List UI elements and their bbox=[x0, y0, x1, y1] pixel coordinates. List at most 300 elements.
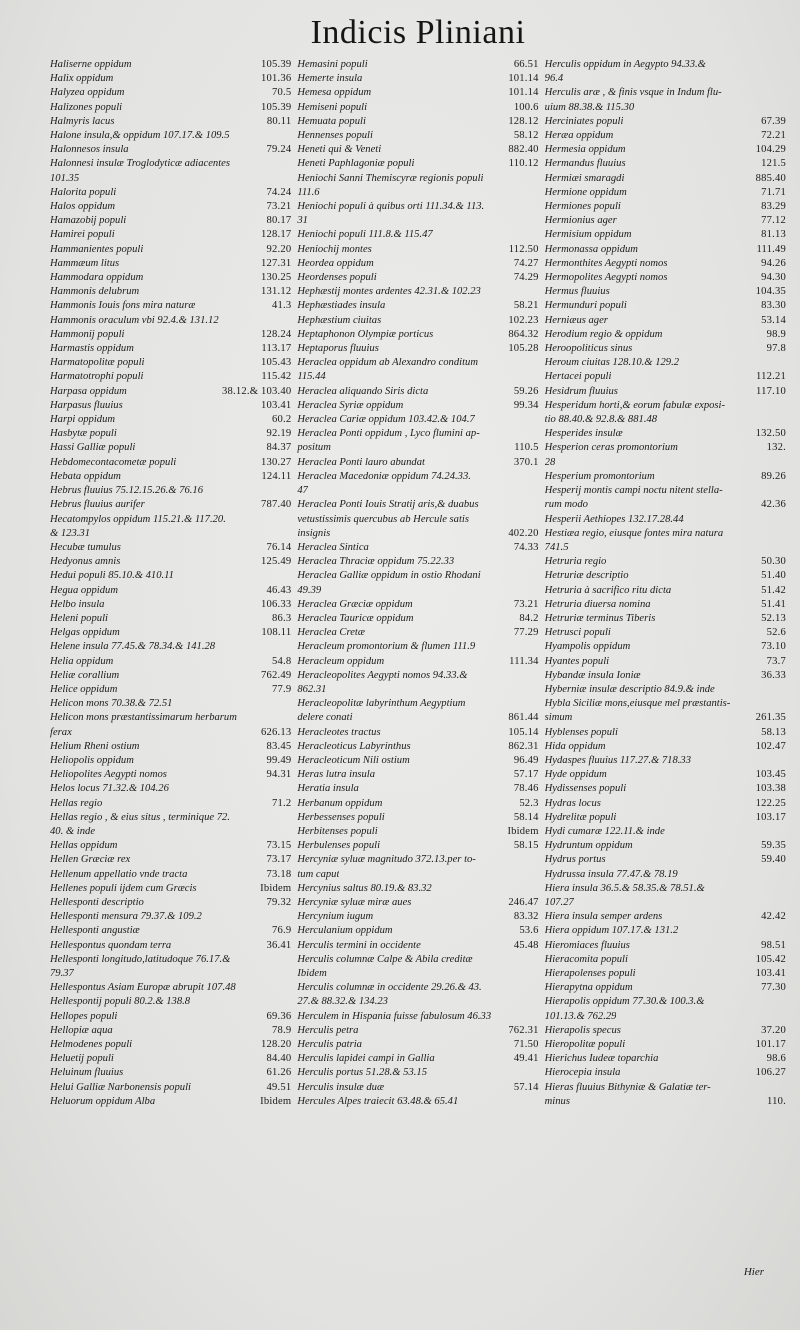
index-entry bbox=[545, 72, 786, 86]
index-entry bbox=[50, 86, 291, 100]
entry-term: Herbessenses populi bbox=[297, 811, 385, 823]
index-entry bbox=[50, 172, 291, 186]
entry-term: 115.44 bbox=[297, 371, 326, 383]
entry-term: Hedui populi 85.10.& 410.11 bbox=[50, 570, 174, 582]
index-entry bbox=[50, 754, 291, 768]
entry-reference: 108.11 bbox=[261, 627, 292, 639]
index-entry bbox=[297, 72, 538, 86]
entry-reference: 79.24 bbox=[266, 144, 292, 156]
index-entry bbox=[297, 58, 538, 72]
entry-reference: 96.49 bbox=[513, 754, 539, 766]
index-entry bbox=[50, 513, 291, 527]
entry-term: tum caput bbox=[297, 868, 340, 880]
entry-term: Hellenes populi ijdem cum Græcis bbox=[50, 882, 197, 894]
index-entry bbox=[50, 370, 291, 384]
index-entry bbox=[297, 86, 538, 100]
index-entry bbox=[297, 1095, 538, 1109]
entry-term: Hellesponti angustiæ bbox=[50, 925, 140, 937]
entry-term: 27.& 88.32.& 134.23 bbox=[297, 996, 388, 1008]
index-entry bbox=[50, 995, 291, 1009]
entry-reference: 84.37 bbox=[266, 442, 292, 454]
index-entry bbox=[50, 584, 291, 598]
entry-reference: 36.33 bbox=[761, 669, 786, 681]
entry-term: Heraclea Sintica bbox=[297, 541, 369, 553]
entry-term: Hesperides insulæ bbox=[544, 428, 623, 440]
index-entry bbox=[545, 328, 786, 342]
index-entry bbox=[297, 669, 538, 683]
entry-term: Halonnesi insulæ Troglodyticæ adiacentes bbox=[50, 158, 230, 170]
entry-reference: 105.28 bbox=[508, 343, 539, 355]
index-entry bbox=[545, 200, 786, 214]
index-entry bbox=[545, 513, 786, 527]
index-entry bbox=[545, 1052, 786, 1066]
entry-reference: 74.33 bbox=[513, 541, 539, 553]
index-entry bbox=[50, 527, 291, 541]
entry-reference: 36.41 bbox=[266, 939, 292, 951]
index-entry bbox=[297, 314, 538, 328]
entry-reference: 73.15 bbox=[266, 840, 292, 852]
entry-term: Hermisium oppidum bbox=[544, 229, 632, 241]
entry-reference: 115.42 bbox=[261, 371, 292, 383]
entry-term: Hybandæ insula Ioniæ bbox=[544, 669, 641, 681]
entry-term: Hydras locus bbox=[544, 797, 601, 809]
index-entry bbox=[545, 356, 786, 370]
entry-term: Heniochi populi 111.8.& 115.47 bbox=[297, 229, 433, 241]
entry-reference: 131.12 bbox=[260, 286, 292, 298]
entry-term: Hercyniæ syluæ magnitudo 372.13.per to- bbox=[297, 854, 476, 866]
entry-term: Hercyniæ syluæ miræ aues bbox=[297, 896, 412, 908]
entry-term: Hieromiaces fluuius bbox=[544, 939, 630, 951]
entry-term: Heras lutra insula bbox=[297, 769, 376, 781]
entry-term: Heluorum oppidum Alba bbox=[50, 1095, 156, 1107]
index-entry bbox=[545, 385, 786, 399]
index-entry bbox=[297, 1052, 538, 1066]
index-entry bbox=[297, 172, 538, 186]
entry-term: Hammonis oraculum vbi 92.4.& 131.12 bbox=[50, 314, 219, 326]
index-entry bbox=[50, 697, 291, 711]
entry-term: Hesperii Aethiopes 132.17.28.44 bbox=[544, 513, 684, 525]
entry-reference: 99.49 bbox=[266, 754, 292, 766]
entry-reference: 78.9 bbox=[271, 1024, 292, 1036]
index-entry bbox=[50, 342, 291, 356]
index-entry bbox=[297, 981, 538, 995]
entry-term: Hetruria à sacrifico ritu dicta bbox=[544, 584, 672, 596]
entry-reference: 128.17 bbox=[260, 229, 292, 241]
entry-term: positum bbox=[297, 442, 331, 454]
entry-term: Helice oppidum bbox=[50, 683, 118, 695]
entry-reference: 79.32 bbox=[266, 896, 292, 908]
entry-reference: 49.41 bbox=[513, 1053, 539, 1065]
index-entry bbox=[50, 143, 291, 157]
index-entry bbox=[50, 271, 291, 285]
entry-term: 107.27 bbox=[544, 896, 574, 908]
index-entry bbox=[50, 200, 291, 214]
entry-reference: 41.3 bbox=[271, 300, 292, 312]
entry-term: Heraclea Ponti lauro abundat bbox=[297, 456, 425, 468]
entry-term: Hermonassa oppidum bbox=[544, 243, 638, 255]
entry-term: Heracleum oppidum bbox=[297, 655, 385, 667]
entry-term: Hieras fluuius Bithyniæ & Galatiæ ter- bbox=[544, 1081, 711, 1093]
entry-reference: 97.8 bbox=[766, 343, 786, 355]
index-entry bbox=[545, 1038, 786, 1052]
entry-reference: 132.50 bbox=[755, 428, 786, 440]
index-entry bbox=[545, 896, 786, 910]
entry-term: Hida oppidum bbox=[544, 740, 606, 752]
entry-term: Heniochi populi à quibus orti 111.34.& 113. bbox=[297, 201, 485, 213]
entry-term: Heluetij populi bbox=[50, 1053, 114, 1065]
entry-reference: 112.21 bbox=[756, 371, 786, 383]
entry-reference: 58.12 bbox=[513, 130, 539, 142]
entry-reference: 50.30 bbox=[761, 556, 786, 568]
index-entry bbox=[50, 214, 291, 228]
entry-term: Heraclea Syriæ oppidum bbox=[297, 399, 404, 411]
entry-reference: 59.35 bbox=[761, 840, 786, 852]
entry-term: Heordea oppidum bbox=[297, 257, 374, 269]
entry-term: Hydaspes fluuius 117.27.& 718.33 bbox=[544, 754, 692, 766]
index-entry bbox=[50, 58, 291, 72]
entry-reference: 111.49 bbox=[756, 243, 786, 255]
index-entry bbox=[545, 299, 786, 313]
entry-term: simum bbox=[544, 712, 573, 724]
index-entry bbox=[545, 257, 786, 271]
entry-reference: 127.31 bbox=[260, 257, 292, 269]
index-entry bbox=[545, 342, 786, 356]
index-entry bbox=[297, 143, 538, 157]
index-entry bbox=[297, 626, 538, 640]
entry-term: Hellopiæ aqua bbox=[50, 1024, 113, 1036]
index-entry bbox=[50, 882, 291, 896]
entry-reference: 861.44 bbox=[508, 712, 539, 724]
entry-term: Heraclea oppidum ab Alexandro conditum bbox=[297, 357, 478, 369]
entry-reference: 92.19 bbox=[266, 428, 292, 440]
entry-reference: 98.51 bbox=[761, 939, 786, 951]
entry-term: Heneti Paphlagoniæ populi bbox=[297, 158, 415, 170]
entry-term: Hierapolenses populi bbox=[544, 968, 636, 979]
entry-reference: 103.41 bbox=[755, 968, 786, 979]
index-entry bbox=[50, 1010, 291, 1024]
entry-term: Heracleoticus Labyrinthus bbox=[297, 740, 411, 752]
index-entry bbox=[50, 1081, 291, 1095]
entry-term: Herbulenses populi bbox=[297, 840, 381, 852]
entry-reference: 105.42 bbox=[755, 953, 786, 965]
entry-term: ferax bbox=[50, 726, 72, 738]
entry-reference: 86.3 bbox=[271, 612, 292, 624]
index-entry bbox=[50, 868, 291, 882]
index-entry bbox=[50, 1095, 291, 1109]
entry-term: Heroum ciuitas 128.10.& 129.2 bbox=[544, 357, 680, 369]
entry-term: Herculis portus 51.28.& 53.15 bbox=[297, 1067, 428, 1079]
index-entry bbox=[50, 655, 291, 669]
index-column-3 bbox=[545, 58, 786, 1109]
index-entry bbox=[50, 427, 291, 441]
entry-term: Hemasini populi bbox=[297, 59, 368, 70]
entry-term: Hephæstium ciuitas bbox=[297, 314, 382, 326]
index-entry bbox=[297, 853, 538, 867]
entry-term: Harmatotrophi populi bbox=[50, 371, 144, 383]
entry-term: Hegua oppidum bbox=[50, 584, 118, 596]
entry-term: Hemesa oppidum bbox=[297, 87, 372, 99]
entry-term: 111.6 bbox=[297, 186, 320, 198]
entry-term: Heracleotes tractus bbox=[297, 726, 381, 738]
entry-term: Hephæstiades insula bbox=[297, 300, 386, 312]
entry-reference: 66.51 bbox=[513, 59, 539, 70]
entry-reference: 54.8 bbox=[271, 655, 292, 667]
entry-term: Halizones populi bbox=[50, 101, 123, 113]
index-entry bbox=[545, 995, 786, 1009]
entry-term: Ibidem bbox=[297, 968, 327, 979]
entry-reference: 370.1 bbox=[513, 456, 539, 468]
index-entry bbox=[50, 939, 291, 953]
index-entry bbox=[297, 1066, 538, 1080]
entry-reference: 67.39 bbox=[761, 115, 786, 127]
index-entry bbox=[545, 243, 786, 257]
entry-term: Heraclea Ponti Iouis Stratij aris,& duabus bbox=[297, 499, 479, 511]
entry-term: Halonnesos insula bbox=[50, 144, 129, 156]
index-entry bbox=[545, 527, 786, 541]
entry-reference: 128.20 bbox=[260, 1039, 292, 1051]
entry-reference: Ibidem bbox=[260, 882, 292, 894]
index-entry bbox=[297, 385, 538, 399]
entry-term: Hellespontus quondam terra bbox=[50, 939, 172, 951]
entry-reference: Ibidem bbox=[507, 825, 539, 837]
index-entry bbox=[545, 1010, 786, 1024]
index-entry bbox=[297, 711, 538, 725]
entry-term: Hesperidum horti,& eorum fabulæ exposi- bbox=[544, 399, 726, 411]
index-entry bbox=[545, 370, 786, 384]
entry-reference: 71.50 bbox=[513, 1039, 539, 1051]
entry-term: Heracleoticum Nili ostium bbox=[297, 754, 410, 766]
entry-reference: 58.15 bbox=[513, 840, 539, 852]
entry-term: Hellas oppidum bbox=[50, 840, 118, 852]
entry-reference: 92.20 bbox=[266, 243, 292, 255]
entry-reference: 51.42 bbox=[761, 584, 786, 596]
index-entry bbox=[545, 285, 786, 299]
entry-term: Heracleum promontorium & flumen 111.9 bbox=[297, 641, 476, 653]
index-entry bbox=[297, 924, 538, 938]
entry-term: Heneti qui & Veneti bbox=[297, 144, 382, 156]
entry-term: Heraclea Macedoniæ oppidum 74.24.33. bbox=[297, 470, 471, 482]
entry-term: Hieropolitæ populi bbox=[544, 1039, 626, 1051]
entry-term: Hebrus fluuius aurifer bbox=[50, 499, 145, 511]
entry-reference: 106.33 bbox=[260, 598, 292, 610]
entry-term: Hierocepia insula bbox=[544, 1067, 621, 1079]
entry-reference: 52.3 bbox=[519, 797, 539, 809]
index-entry bbox=[545, 413, 786, 427]
index-entry bbox=[297, 782, 538, 796]
index-entry bbox=[50, 484, 291, 498]
entry-term: Hierapytna oppidum bbox=[544, 982, 633, 994]
entry-reference: 885.40 bbox=[755, 172, 786, 184]
entry-reference: 100.6 bbox=[513, 101, 539, 113]
index-entry bbox=[50, 186, 291, 200]
entry-term: Hetruriæ descriptio bbox=[544, 570, 629, 582]
entry-term: Helia oppidum bbox=[50, 655, 114, 667]
entry-term: Haliserne oppidum bbox=[50, 59, 132, 70]
entry-reference: 99.34 bbox=[513, 399, 539, 411]
index-entry bbox=[297, 598, 538, 612]
entry-term: Hesperium promontorium bbox=[544, 470, 655, 482]
entry-term: Hebrus fluuius 75.12.15.26.& 76.16 bbox=[50, 485, 204, 497]
entry-term: Heleni populi bbox=[50, 612, 108, 624]
entry-term: Helicon mons præstantissimarum herbarum bbox=[50, 712, 237, 724]
entry-term: Helium Rheni ostium bbox=[50, 740, 140, 752]
entry-term: Helbo insula bbox=[50, 598, 105, 610]
entry-term: 101.13.& 762.29 bbox=[544, 1010, 617, 1022]
entry-term: Hammanientes populi bbox=[50, 243, 144, 255]
index-entry bbox=[50, 569, 291, 583]
index-entry bbox=[50, 72, 291, 86]
entry-term: Hellas regio bbox=[50, 797, 103, 809]
entry-reference: 74.29 bbox=[513, 272, 539, 284]
entry-term: Hesidrum fluuius bbox=[544, 385, 618, 397]
index-entry bbox=[545, 143, 786, 157]
index-entry bbox=[50, 399, 291, 413]
index-entry bbox=[545, 1081, 786, 1095]
index-entry bbox=[297, 797, 538, 811]
entry-term: Heordenses populi bbox=[297, 272, 377, 284]
index-entry bbox=[297, 527, 538, 541]
index-entry bbox=[545, 427, 786, 441]
entry-term: Hetruriæ terminus Tiberis bbox=[544, 612, 656, 624]
index-entry bbox=[50, 385, 291, 399]
index-entry bbox=[297, 299, 538, 313]
index-entry bbox=[297, 910, 538, 924]
entry-term: Helicon mons 70.38.& 72.51 bbox=[50, 698, 173, 710]
entry-reference: 128.24 bbox=[260, 328, 292, 340]
entry-reference: 37.20 bbox=[761, 1024, 786, 1036]
entry-reference: 89.26 bbox=[761, 470, 786, 482]
entry-term: 28 bbox=[544, 456, 556, 468]
index-entry bbox=[50, 1052, 291, 1066]
index-entry bbox=[50, 896, 291, 910]
entry-term: Hermione oppidum bbox=[544, 186, 627, 198]
index-entry bbox=[297, 896, 538, 910]
index-entry bbox=[50, 285, 291, 299]
index-entry bbox=[297, 328, 538, 342]
index-entry bbox=[545, 157, 786, 171]
index-entry bbox=[297, 939, 538, 953]
index-entry bbox=[545, 456, 786, 470]
index-entry bbox=[297, 683, 538, 697]
index-entry bbox=[50, 413, 291, 427]
entry-reference: 61.26 bbox=[266, 1067, 292, 1079]
entry-term: Herculanium oppidum bbox=[297, 925, 393, 937]
entry-reference: 38.12.& 103.40 bbox=[222, 385, 292, 397]
entry-term: Hammonis Iouis fons mira naturæ bbox=[50, 300, 196, 312]
index-entry bbox=[545, 953, 786, 967]
entry-reference: 862.31 bbox=[508, 740, 539, 752]
entry-reference: 882.40 bbox=[508, 144, 539, 156]
index-entry bbox=[545, 882, 786, 896]
entry-reference: 117.10 bbox=[756, 385, 786, 397]
entry-term: Halorita populi bbox=[50, 186, 117, 198]
index-entry bbox=[297, 498, 538, 512]
entry-reference: 49.51 bbox=[266, 1081, 292, 1093]
entry-reference: 73.18 bbox=[266, 868, 292, 880]
index-entry bbox=[50, 626, 291, 640]
index-entry bbox=[297, 228, 538, 242]
entry-term: Hesperij montis campi noctu nitent stella- bbox=[544, 485, 723, 497]
entry-term: Hermandus fluuius bbox=[544, 158, 626, 170]
entry-reference: 102.47 bbox=[755, 740, 786, 752]
index-entry bbox=[50, 853, 291, 867]
entry-term: Halmyris lacus bbox=[50, 115, 115, 127]
index-entry bbox=[297, 399, 538, 413]
index-entry bbox=[545, 669, 786, 683]
entry-reference: 80.11 bbox=[266, 115, 292, 127]
index-entry bbox=[545, 129, 786, 143]
index-entry bbox=[297, 697, 538, 711]
index-entry bbox=[297, 967, 538, 981]
entry-term: Hemiseni populi bbox=[297, 101, 368, 113]
catchword: Hier bbox=[743, 1266, 764, 1278]
entry-term: Helos locus 71.32.& 104.26 bbox=[50, 783, 169, 795]
entry-term: Heliopolites Aegypti nomos bbox=[50, 769, 167, 781]
index-entry bbox=[545, 839, 786, 853]
entry-term: Heraclea Græciæ oppidum bbox=[297, 598, 413, 610]
entry-term: Hetruria regio bbox=[544, 556, 607, 568]
entry-reference: 71.2 bbox=[271, 797, 292, 809]
entry-term: Hellesponti longitudo,latitudoque 76.17.& bbox=[50, 953, 231, 965]
index-entry bbox=[50, 456, 291, 470]
entry-term: Hellesponti descriptio bbox=[50, 896, 144, 908]
index-columns bbox=[50, 58, 786, 1109]
entry-term: Hydissenses populi bbox=[544, 783, 627, 795]
index-entry bbox=[50, 598, 291, 612]
index-entry bbox=[297, 214, 538, 228]
entry-reference: 106.27 bbox=[755, 1067, 786, 1079]
index-entry bbox=[50, 612, 291, 626]
entry-term: Hamirei populi bbox=[50, 229, 115, 241]
index-entry bbox=[50, 299, 291, 313]
entry-term: Hyblenses populi bbox=[544, 726, 618, 738]
index-entry bbox=[545, 484, 786, 498]
entry-term: Hammonij populi bbox=[50, 328, 125, 340]
entry-term: Hiera insula 36.5.& 58.35.& 78.51.& bbox=[544, 882, 705, 894]
index-entry bbox=[545, 782, 786, 796]
entry-term: Herciniates populi bbox=[544, 115, 624, 127]
entry-term: Hemuata populi bbox=[297, 115, 366, 127]
entry-reference: 94.31 bbox=[266, 769, 292, 781]
entry-reference: 132. bbox=[766, 442, 786, 454]
index-entry bbox=[297, 839, 538, 853]
entry-reference: 110. bbox=[767, 1095, 786, 1107]
entry-term: Heliæ corallium bbox=[50, 669, 120, 681]
entry-term: Harpi oppidum bbox=[50, 414, 116, 426]
index-entry bbox=[545, 228, 786, 242]
index-entry bbox=[545, 569, 786, 583]
entry-term: Hermionius ager bbox=[544, 215, 617, 227]
entry-reference: 83.29 bbox=[761, 201, 786, 213]
index-entry bbox=[297, 555, 538, 569]
index-entry bbox=[297, 882, 538, 896]
index-entry bbox=[50, 1024, 291, 1038]
index-entry bbox=[545, 797, 786, 811]
index-entry bbox=[50, 356, 291, 370]
entry-term: Herculis columnæ in occidente 29.26.& 43. bbox=[297, 982, 482, 994]
entry-reference: 69.36 bbox=[266, 1010, 292, 1022]
index-entry bbox=[545, 910, 786, 924]
entry-reference: 103.45 bbox=[755, 769, 786, 781]
index-entry bbox=[297, 1038, 538, 1052]
entry-term: minus bbox=[544, 1095, 570, 1107]
entry-reference: 58.13 bbox=[761, 726, 786, 738]
entry-reference: 77.12 bbox=[761, 215, 786, 227]
entry-reference: 73.10 bbox=[761, 641, 786, 653]
entry-reference: 125.49 bbox=[260, 556, 292, 568]
entry-term: Herniæus ager bbox=[544, 314, 608, 326]
entry-reference: 83.32 bbox=[513, 911, 539, 923]
